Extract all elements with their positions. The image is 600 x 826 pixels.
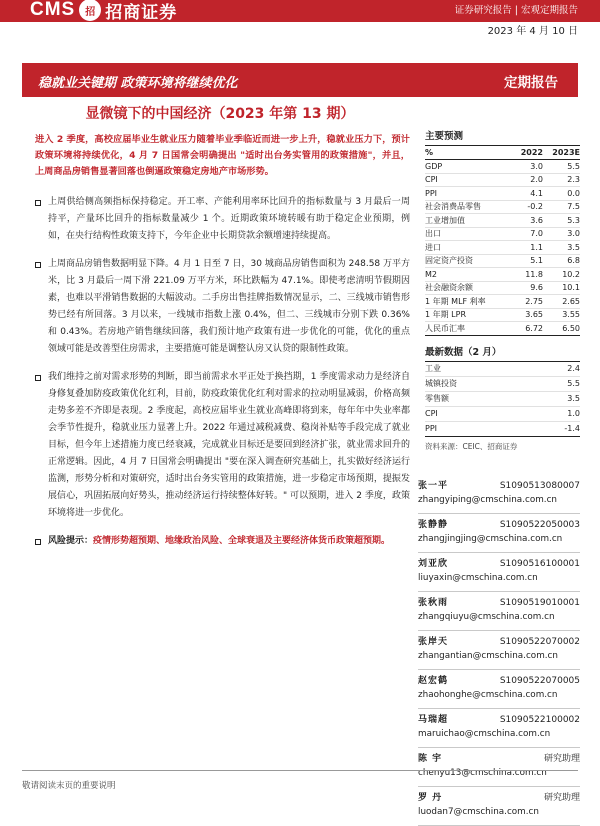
- analyst-email[interactable]: zhangjingjing@cmschina.com.cn: [418, 534, 563, 544]
- analyst-top-line: [418, 634, 580, 647]
- forecast-value-2023e: 3.5: [543, 241, 580, 255]
- analyst-id: 研究助理: [543, 793, 580, 803]
- report-date: 2023 年 4 月 10 日: [487, 26, 578, 37]
- forecast-row: [425, 308, 580, 322]
- forecast-value-2023e: 6.50: [543, 322, 580, 336]
- page-footer: 敬请阅读末页的重要说明: [22, 770, 578, 791]
- forecast-value-2022: 2.0: [506, 173, 543, 187]
- analyst-email[interactable]: chenyu13@cmschina.com.cn: [418, 768, 547, 778]
- analyst-id: S1090522050003: [499, 520, 580, 530]
- latest-row: [425, 391, 580, 406]
- forecast-value-2023e: 3.55: [543, 308, 580, 322]
- analyst-id: 研究助理: [543, 754, 580, 764]
- forecast-indicator: 1 年期 MLF 利率: [425, 295, 506, 309]
- analyst-email[interactable]: zhaohonghe@cmschina.com.cn: [418, 690, 558, 700]
- banner-title: 稳就业关键期 政策环境将继续优化: [38, 76, 238, 91]
- analyst-id: S1090513080007: [499, 481, 580, 491]
- latest-row: [425, 406, 580, 421]
- analyst-card: [418, 670, 580, 709]
- analyst-email[interactable]: luodan7@cmschina.com.cn: [418, 807, 539, 817]
- analyst-top-line: [418, 673, 580, 686]
- analyst-top-line: [418, 790, 580, 803]
- analyst-name: 张岸天: [418, 637, 449, 647]
- square-bullet-icon: [35, 200, 41, 206]
- forecast-header-unit: %: [425, 146, 506, 160]
- analyst-id: S1090522070005: [499, 676, 580, 686]
- analyst-card: [418, 553, 580, 592]
- forecast-value-2023e: 10.1: [543, 281, 580, 295]
- bullet-item: [35, 256, 410, 358]
- forecast-value-2022: 3.65: [506, 308, 543, 322]
- page-header: [0, 0, 600, 42]
- analyst-card: [418, 592, 580, 631]
- analyst-card: [418, 631, 580, 670]
- analyst-card: [418, 787, 580, 826]
- forecast-value-2022: 5.1: [506, 254, 543, 268]
- forecast-row: [425, 187, 580, 201]
- forecast-row: [425, 268, 580, 282]
- analyst-top-line: [418, 712, 580, 725]
- sidebar: [425, 128, 580, 452]
- company-logo: [30, 0, 177, 23]
- forecast-row: [425, 281, 580, 295]
- report-title: 显微镜下的中国经济（2023 年第 13 期）: [85, 106, 355, 122]
- bullet-text: 上周供给侧高频指标保持稳定。开工率、产能利用率环比回升的指标数量与 3 月最后一周持平，产量环比回升的指标数量减少 1 个。近期政策环境转暖有助于稳定企业预期，例如，在央行结构性政策支持下，今年企业中长期贷款余额增速持续提高。: [48, 197, 410, 241]
- latest-body: [425, 361, 580, 436]
- forecast-indicator: M2: [425, 268, 506, 282]
- forecast-indicator: PPI: [425, 187, 506, 201]
- latest-indicator: 工业: [425, 361, 529, 376]
- forecast-value-2023e: 5.3: [543, 214, 580, 228]
- latest-value: 2.4: [529, 361, 580, 376]
- forecast-value-2023e: 2.3: [543, 173, 580, 187]
- risk-text: 疫情形势超预期、地缘政治风险、全球衰退及主要经济体货币政策超预期。: [93, 536, 391, 546]
- latest-indicator: 零售额: [425, 391, 529, 406]
- risk-warning: [35, 533, 410, 550]
- forecast-indicator: CPI: [425, 173, 506, 187]
- forecast-row: [425, 173, 580, 187]
- forecast-value-2022: 1.1: [506, 241, 543, 255]
- bullet-item: [35, 369, 410, 522]
- bullet-text: 上周商品房销售数据明显下降。4 月 1 日至 7 日，30 城商品房销售面积为 248.58 万平方米，比 3 月最后一周下滑 221.09 万平方米，环比跌幅为 47.1%。即使考虑清明节假期因素，也难以平滑销售数据的大幅波动。二手房出售挂牌指数情况显示，二、三线城市销售形势已经有所回落。3 月以来，一线城市指数上涨 0.4%，但二、三线城市分别下跌 0.36% 和 0.43%。若房地产销售继续回落，我们预计地产政策有进一步优化的可能，优化的重点领域可能是改善型住房需求，主要措施可能是调整认房又认贷的限制性政策。: [48, 259, 411, 354]
- forecast-indicator: GDP: [425, 160, 506, 174]
- latest-value: -1.4: [529, 421, 580, 436]
- forecast-value-2023e: 3.0: [543, 227, 580, 241]
- latest-indicator: CPI: [425, 406, 529, 421]
- forecast-value-2022: 7.0: [506, 227, 543, 241]
- logo-badge-icon: 招: [79, 0, 101, 21]
- forecast-value-2023e: 6.8: [543, 254, 580, 268]
- summary-paragraph: 进入 2 季度，高校应届毕业生就业压力随着毕业季临近而进一步上升，稳就业压力下，预计政策环境将持续优化，4 月 7 日国常会明确提出 "适时出台务实管用的政策措施"，并且，上周商品房销售显著回落也倒逼政策稳定房地产市场形势。: [35, 134, 410, 177]
- forecast-value-2022: -0.2: [506, 200, 543, 214]
- forecast-header-2022: 2022: [506, 146, 543, 160]
- analyst-email[interactable]: maruichao@cmschina.com.cn: [418, 729, 551, 739]
- analyst-top-line: [418, 478, 580, 491]
- forecast-indicator: 社会融资余额: [425, 281, 506, 295]
- main-content: [35, 132, 410, 561]
- square-bullet-icon: [35, 375, 41, 381]
- risk-label: 风险提示：: [48, 536, 94, 546]
- forecast-value-2022: 9.6: [506, 281, 543, 295]
- forecast-value-2022: 3.0: [506, 160, 543, 174]
- analyst-id: S1090519010001: [499, 598, 580, 608]
- analyst-card: [418, 514, 580, 553]
- analyst-name: 张一平: [418, 481, 449, 491]
- latest-value: 5.5: [529, 376, 580, 391]
- forecast-value-2023e: 10.2: [543, 268, 580, 282]
- analyst-card: [418, 709, 580, 748]
- forecast-indicator: 工业增加值: [425, 214, 506, 228]
- analyst-name: 马瑞超: [418, 715, 449, 725]
- forecast-indicator: 人民币汇率: [425, 322, 506, 336]
- square-bullet-icon: [35, 262, 41, 268]
- report-category: 证券研究报告 | 宏观定期报告: [454, 5, 578, 16]
- forecast-value-2022: 3.6: [506, 214, 543, 228]
- forecast-value-2022: 2.75: [506, 295, 543, 309]
- analyst-id: S1090516100001: [499, 559, 580, 569]
- forecast-row: [425, 214, 580, 228]
- data-source: 资料来源：CEIC、招商证券: [425, 441, 518, 451]
- forecast-row: [425, 241, 580, 255]
- latest-data-table: [425, 361, 580, 437]
- analyst-name: 赵宏鹤: [418, 676, 449, 686]
- forecast-header-2023e: 2023E: [543, 146, 580, 160]
- forecast-row: [425, 322, 580, 336]
- analyst-email[interactable]: zhangyiping@cmschina.com.cn: [418, 495, 557, 505]
- latest-indicator: 城镇投资: [425, 376, 529, 391]
- latest-row: [425, 361, 580, 376]
- forecast-indicator: 社会消费品零售: [425, 200, 506, 214]
- analyst-top-line: [418, 556, 580, 569]
- latest-value: 3.5: [529, 391, 580, 406]
- forecast-indicator: 出口: [425, 227, 506, 241]
- analyst-top-line: [418, 751, 580, 764]
- title-banner: [22, 63, 578, 97]
- analyst-email[interactable]: liuyaxin@cmschina.com.cn: [418, 573, 538, 583]
- forecast-table: [425, 145, 580, 336]
- forecast-value-2023e: 2.65: [543, 295, 580, 309]
- latest-value: 1.0: [529, 406, 580, 421]
- header-meta: [455, 2, 578, 37]
- forecast-row: [425, 254, 580, 268]
- forecast-value-2023e: 5.5: [543, 160, 580, 174]
- forecast-row: [425, 227, 580, 241]
- analyst-email[interactable]: zhangqiuyu@cmschina.com.cn: [418, 612, 555, 622]
- logo-cms-text: CMS: [30, 0, 76, 20]
- bullet-text: 我们维持之前对需求形势的判断，即当前需求水平正处于换挡期，1 季度需求动力是经济自身修复叠加防疫政策优化红利，目前，防疫政策优化红利对需求的拉动明显减弱，价格高频走势多差不齐即是表现。2 季度起，高校应届毕业生就业高峰即将到来，每年年中失业率都会季节性提升，稳就业压力显著上升。2022 年通过减税减费、稳岗补贴等手段完成了就业目标，但今年上述措施力度已经衰减，完成就业目标还是要回到经济扩张，就业需求回升的正常逻辑。因此，4 月 7 日国常会明确提出 "要在深入调查研究基础上，扎实做好经济运行监测，形势分析和对策研究，适时出台务实管用的政策措施，进一步稳定市场预期，提振发展信心，巩固拓展向好势头，推动经济运行持续整体好转。" 可以预期，进入 2 季度，政策环境将进一步优化。: [48, 372, 410, 518]
- forecast-title: 主要预测: [425, 131, 464, 142]
- forecast-value-2022: 6.72: [506, 322, 543, 336]
- latest-row: [425, 421, 580, 436]
- forecast-header-row: [425, 146, 580, 160]
- bullet-item: [35, 194, 410, 245]
- forecast-value-2023e: 7.5: [543, 200, 580, 214]
- forecast-indicator: 进口: [425, 241, 506, 255]
- analyst-name: 罗 丹: [418, 793, 443, 803]
- latest-data-title: 最新数据（2 月）: [425, 346, 502, 358]
- analyst-name: 张静静: [418, 520, 449, 530]
- forecast-value-2022: 4.1: [506, 187, 543, 201]
- forecast-value-2022: 11.8: [506, 268, 543, 282]
- forecast-row: [425, 200, 580, 214]
- forecast-indicator: 固定资产投资: [425, 254, 506, 268]
- analyst-card: [418, 475, 580, 514]
- forecast-value-2023e: 0.0: [543, 187, 580, 201]
- report-type-label: 定期报告: [504, 75, 558, 91]
- forecast-row: [425, 160, 580, 174]
- latest-row: [425, 376, 580, 391]
- analyst-name: 陈 宇: [418, 754, 443, 764]
- latest-indicator: PPI: [425, 421, 529, 436]
- analyst-email[interactable]: zhangantian@cmschina.com.cn: [418, 651, 558, 661]
- analyst-name: 张秋雨: [418, 598, 449, 608]
- square-bullet-icon: [35, 539, 41, 545]
- logo-chinese-name: 招商证券: [105, 2, 178, 23]
- bullet-list: [35, 194, 410, 550]
- forecast-indicator: 1 年期 LPR: [425, 308, 506, 322]
- analyst-id: S1090522100002: [499, 715, 580, 725]
- forecast-body: [425, 160, 580, 336]
- analyst-name: 刘亚欣: [418, 559, 449, 569]
- analyst-top-line: [418, 595, 580, 608]
- forecast-row: [425, 295, 580, 309]
- analyst-id: S1090522070002: [499, 637, 580, 647]
- analyst-top-line: [418, 517, 580, 530]
